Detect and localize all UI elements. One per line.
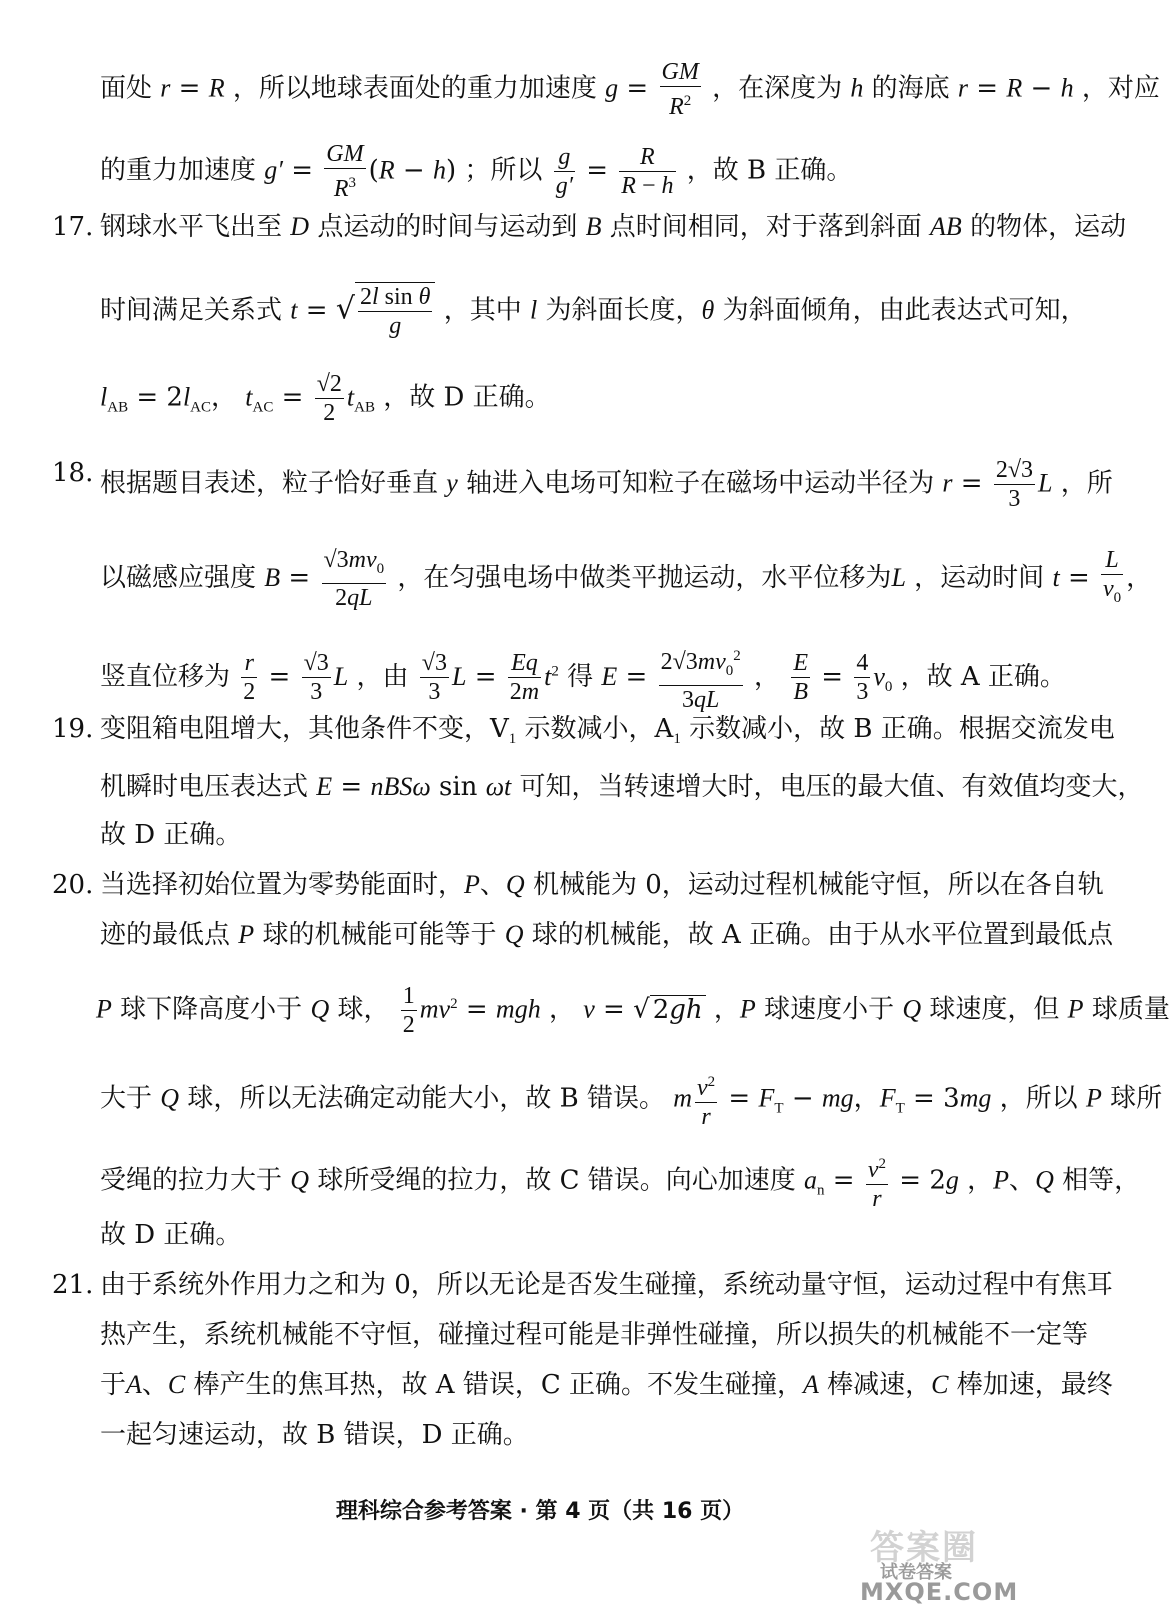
page-footer: 理科综合参考答案 · 第 4 页（共 16 页） <box>335 1499 745 1524</box>
p20-line5: 受绳的拉力大于 Q 球所受绳的拉力，故 C 错误。向心加速度 $a_n$ = $\frac{v^2}{r}$ = 2g ，P、Q 相等， <box>100 1150 1140 1213</box>
p19-line3: 故 D 正确。 <box>100 820 242 850</box>
question-number-20: 20. <box>52 870 94 900</box>
p17-line3: $l_{AB} = 2l_{AC}$， $t_{AC}$ = $\frac{√2}{2}$ $t_{AB}$ ，故 D 正确。 <box>100 371 551 426</box>
p21-line3: 于A、C 棒产生的焦耳热，故 A 错误，C 正确。不发生碰撞，A 棒减速，C 棒加速，最终 <box>100 1370 1113 1400</box>
p21-line2: 热产生，系统机械能不守恒，碰撞过程可能是非弹性碰撞，所以损失的机械能不一定等 <box>100 1320 1089 1350</box>
p17-line1: 钢球水平飞出至 D 点运动的时间与运动到 B 点时间相同，对于落到斜面 AB 的物体，运动 <box>100 212 1127 242</box>
p20-line6: 故 D 正确。 <box>100 1220 242 1250</box>
p20-line2: 迹的最低点 P 球的机械能可能等于 Q 球的机械能，故 A 正确。由于从水平位置到最低点 <box>100 920 1114 950</box>
formula-gm-over-r2: $\frac{GM}{R^2}$ <box>661 59 699 120</box>
question-number-19: 19. <box>52 714 94 744</box>
watermark-logo: 答案圈 试卷答案 MXQE.COM <box>860 1528 1019 1606</box>
p20-line3: P 球下降高度小于 Q 球， $\frac{1}{2}$ $mv^2$ = mgh ， v = √ 2gh ，P 球速度小于 Q 球速度，但 P 球质量 <box>96 983 1170 1038</box>
p19-line2: 机瞬时电压表达式 E = nBSω sin ωt 可知，当转速增大时，电压的最大值、有效值均变大， <box>100 772 1144 802</box>
p18-line1: 根据题目表述，粒子恰好垂直 y 轴进入电场可知粒子在磁场中运动半径为 r = $\frac{2√3}{3}$ L ，所 <box>100 457 1113 512</box>
p18-line3: 竖直位移为 $\frac{r}{2}$ = $\frac{√3}{3}$ L ，由 $\frac{√3}{3}$ L = $\frac{Eq}{2m}$ $t^2$ 得 E = $\frac{2√3mv_0^2}{3qL}$ ， $\frac{E}{B}$ = $\frac{4}{3}$ $v_0$ ，故 A 正确。 <box>100 642 1066 714</box>
p18-line2: 以磁感应强度 B = $\frac{√3mv_0}{2qL}$ ，在匀强电场中做类平抛运动，水平位移为L ，运动时间 t = $\frac{L}{v_0}$ ， <box>100 547 1153 611</box>
p21-line1: 由于系统外作用力之和为 0，所以无论是否发生碰撞，系统动量守恒，运动过程中有焦耳 <box>100 1270 1113 1300</box>
question-number-21: 21. <box>52 1270 94 1300</box>
p19-line1: 变阻箱电阻增大，其他条件不变，$V_1$ 示数减小，$A_1$ 示数减小，故 B 正确。根据交流发电 <box>100 714 1115 748</box>
question-number-17: 17. <box>52 212 94 242</box>
p20-line1: 当选择初始位置为零势能面时，P、Q 机械能为 0，运动过程机械能守恒，所以在各自轨 <box>100 870 1104 900</box>
p17-line2: 时间满足关系式 t = √ $\frac{\text{2l sin θ}}{g}$ ，其中 l 为斜面长度，θ 为斜面倾角，由此表达式可知， <box>100 284 1087 339</box>
formula-gm-over-r3: $\frac{GM}{R^3}$ <box>326 141 364 202</box>
p16-line2: 的重力加速度 g′ = $\frac{GM}{R^3}$ (R − h) ；所以 $\frac{g}{g'}$ = $\frac{R}{R - h}$ ，故 B 正确。 <box>100 141 853 202</box>
p21-line4: 一起匀速运动，故 B 错误，D 正确。 <box>100 1420 529 1450</box>
question-number-18: 18. <box>52 458 94 488</box>
p16-line1: 面处 r = R ，所以地球表面处的重力加速度 g = $\frac{GM}{R^2}$ ，在深度为 h 的海底 r = R − h ，对应 <box>100 59 1160 120</box>
p20-line4: 大于 Q 球，所以无法确定动能大小，故 B 错误。 m $\frac{v^2}{r}$ = $F_T$ − mg，$F_T = 3mg$ ，所以 P 球所 <box>100 1068 1162 1131</box>
